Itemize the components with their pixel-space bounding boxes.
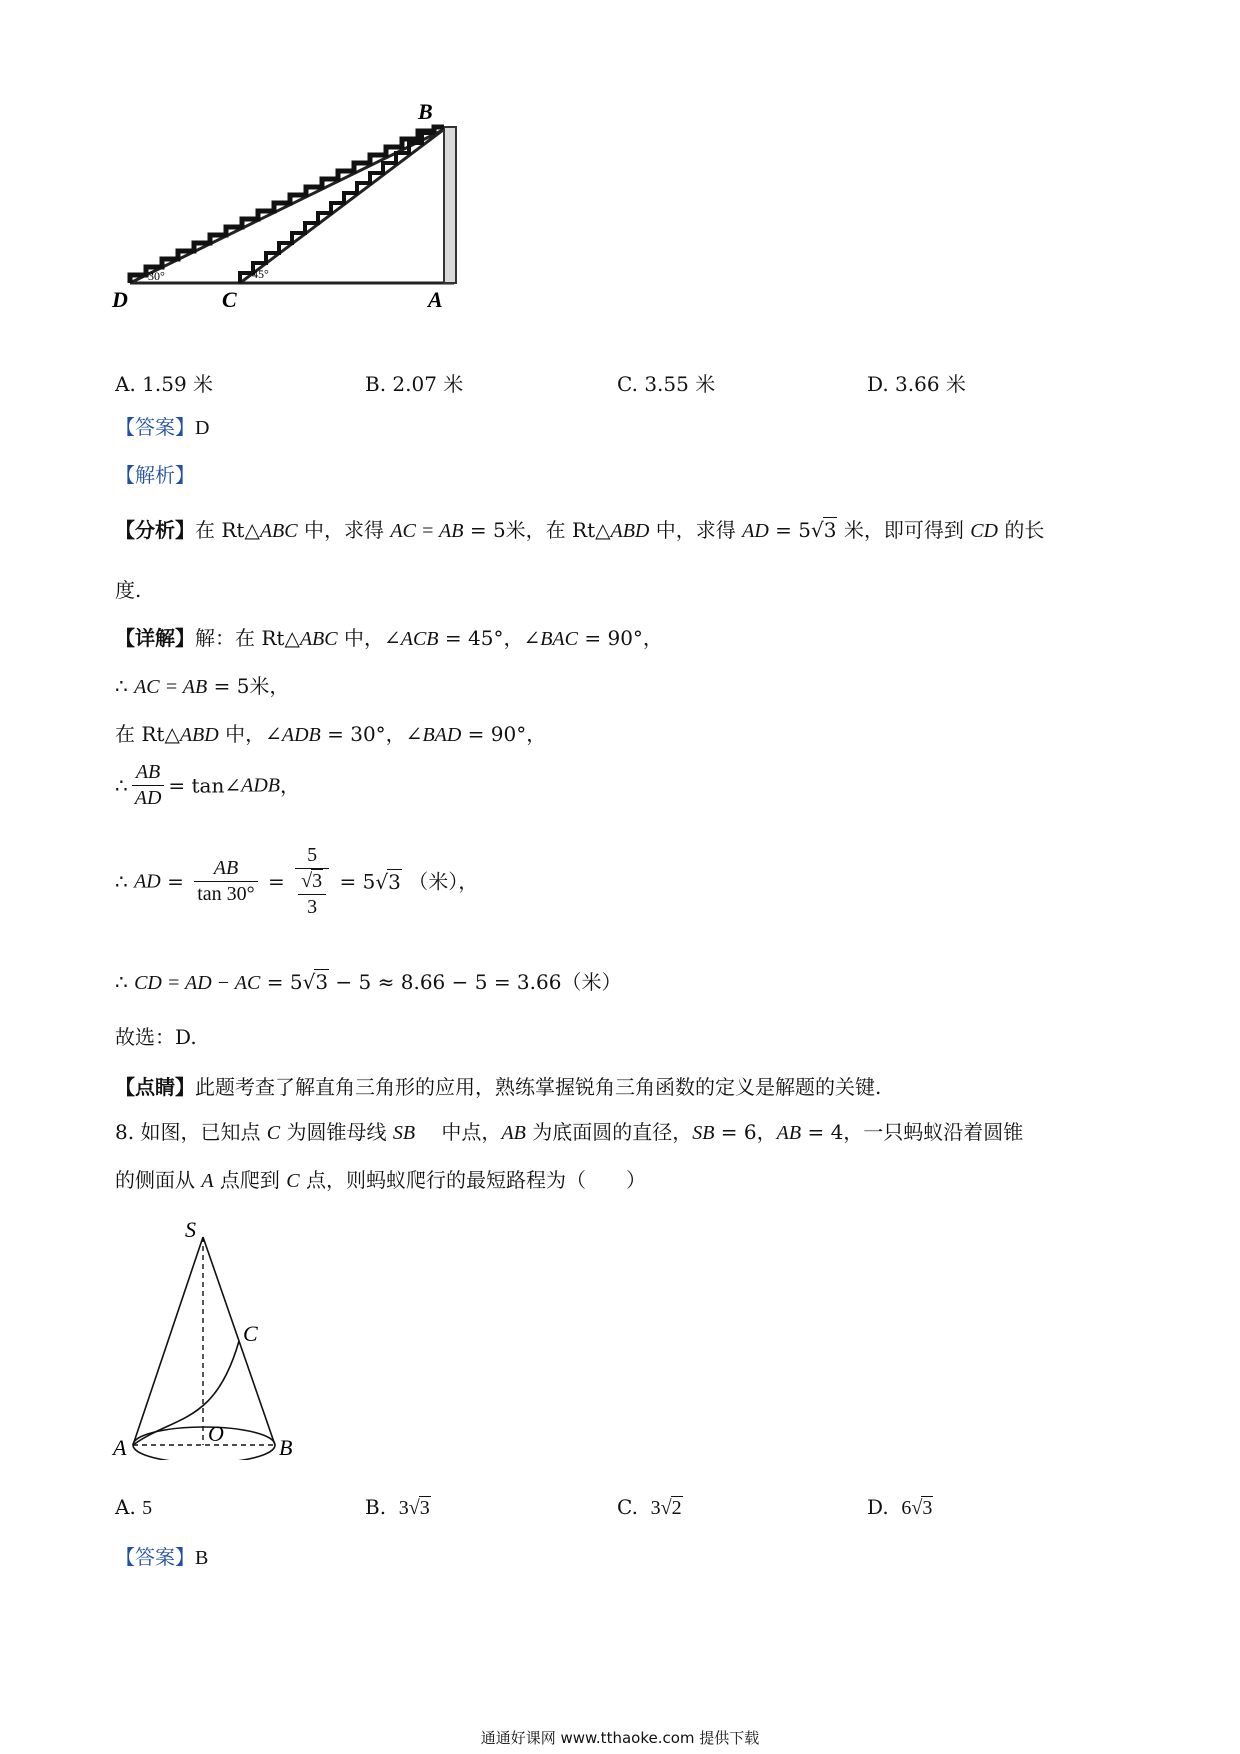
- q7-dianjing: 【点睛】此题考查了解直角三角形的应用，熟练掌握锐角三角函数的定义是解题的关键.: [115, 1075, 882, 1099]
- point-d-label: D: [112, 287, 128, 312]
- q7-fenxi-line2: 度.: [115, 578, 142, 602]
- q8-option-b: B. 3√3: [365, 1495, 430, 1519]
- stairs-figure: [110, 95, 470, 355]
- point-c-label: C: [222, 287, 237, 312]
- q8-options: [115, 1495, 1115, 1525]
- q7-option-b: B. 2.07 米: [365, 372, 464, 396]
- q7-option-c: C. 3.55 米: [617, 372, 716, 396]
- q7-options: [115, 368, 1115, 398]
- q8-stem-line2: 的侧面从 A 点爬到 C 点，则蚂蚁爬行的最短路程为（ ）: [115, 1168, 646, 1192]
- cone-o-label: O: [208, 1421, 224, 1446]
- point-a-label: A: [428, 287, 443, 312]
- q8-stem-line1: 8. 如图，已知点 C 为圆锥母线 SB 中点，AB 为底面圆的直径，SB = 6，AB = 4，一只蚂蚁沿着圆锥: [115, 1120, 1024, 1144]
- q7-option-a: A. 1.59 米: [115, 372, 214, 396]
- page-footer: 通通好课网 www.tthaoke.com 提供下载: [480, 1729, 760, 1747]
- cone-a-label: A: [113, 1435, 127, 1460]
- q7-xiangjie-line3: 在 Rt△ABD 中，∠ADB = 30°，∠BAD = 90°，: [115, 722, 547, 746]
- q8-answer-line: 【答案】B: [115, 1545, 209, 1569]
- q7-xiangjie-line5: ∴ AD = $\frac{AB}{\tan 30^\circ}$ = $\frac{5}{\frac{√3}{3}}$ = 5√3 （米），: [115, 844, 479, 918]
- q7-xiangjie-line1: 【详解】解：在 Rt△ABC 中，∠ACB = 45°，∠BAC = 90°，: [115, 626, 663, 650]
- q7-xiangjie-line2: ∴ AC = AB = 5米，: [115, 674, 290, 698]
- q7-xiangjie-line6: ∴ CD = AD − AC = 5√3 − 5 ≈ 8.66 − 5 = 3.66（米）: [115, 970, 622, 994]
- q7-jiexi-heading: 【解析】: [115, 463, 195, 487]
- angle-c-label: 45°: [252, 267, 269, 281]
- q7-answer-line: 【答案】D: [115, 415, 210, 439]
- point-b-label: B: [418, 99, 433, 124]
- q7-xiangjie-line4: ∴ $\frac{AB}{AD}$ = tan∠ADB，: [115, 761, 301, 809]
- q8-option-c: C. 3√2: [617, 1495, 682, 1519]
- angle-d-label: 30°: [148, 269, 165, 283]
- q7-fenxi-line1: 【分析】在 Rt△ABC 中，求得 AC = AB = 5米，在 Rt△ABD 中，求得 AD = 5√3 米，即可得到 CD 的长: [115, 518, 1045, 542]
- q7-option-d: D. 3.66 米: [867, 372, 966, 396]
- q8-option-d: D. 6√3: [867, 1495, 933, 1519]
- cone-figure: [105, 1215, 325, 1460]
- cone-b-label: B: [279, 1435, 293, 1460]
- cone-s-label: S: [185, 1217, 196, 1242]
- cone-c-label: C: [243, 1321, 258, 1346]
- q8-option-a: A. 5: [115, 1495, 153, 1519]
- q7-guxuan: 故选：D.: [115, 1025, 197, 1049]
